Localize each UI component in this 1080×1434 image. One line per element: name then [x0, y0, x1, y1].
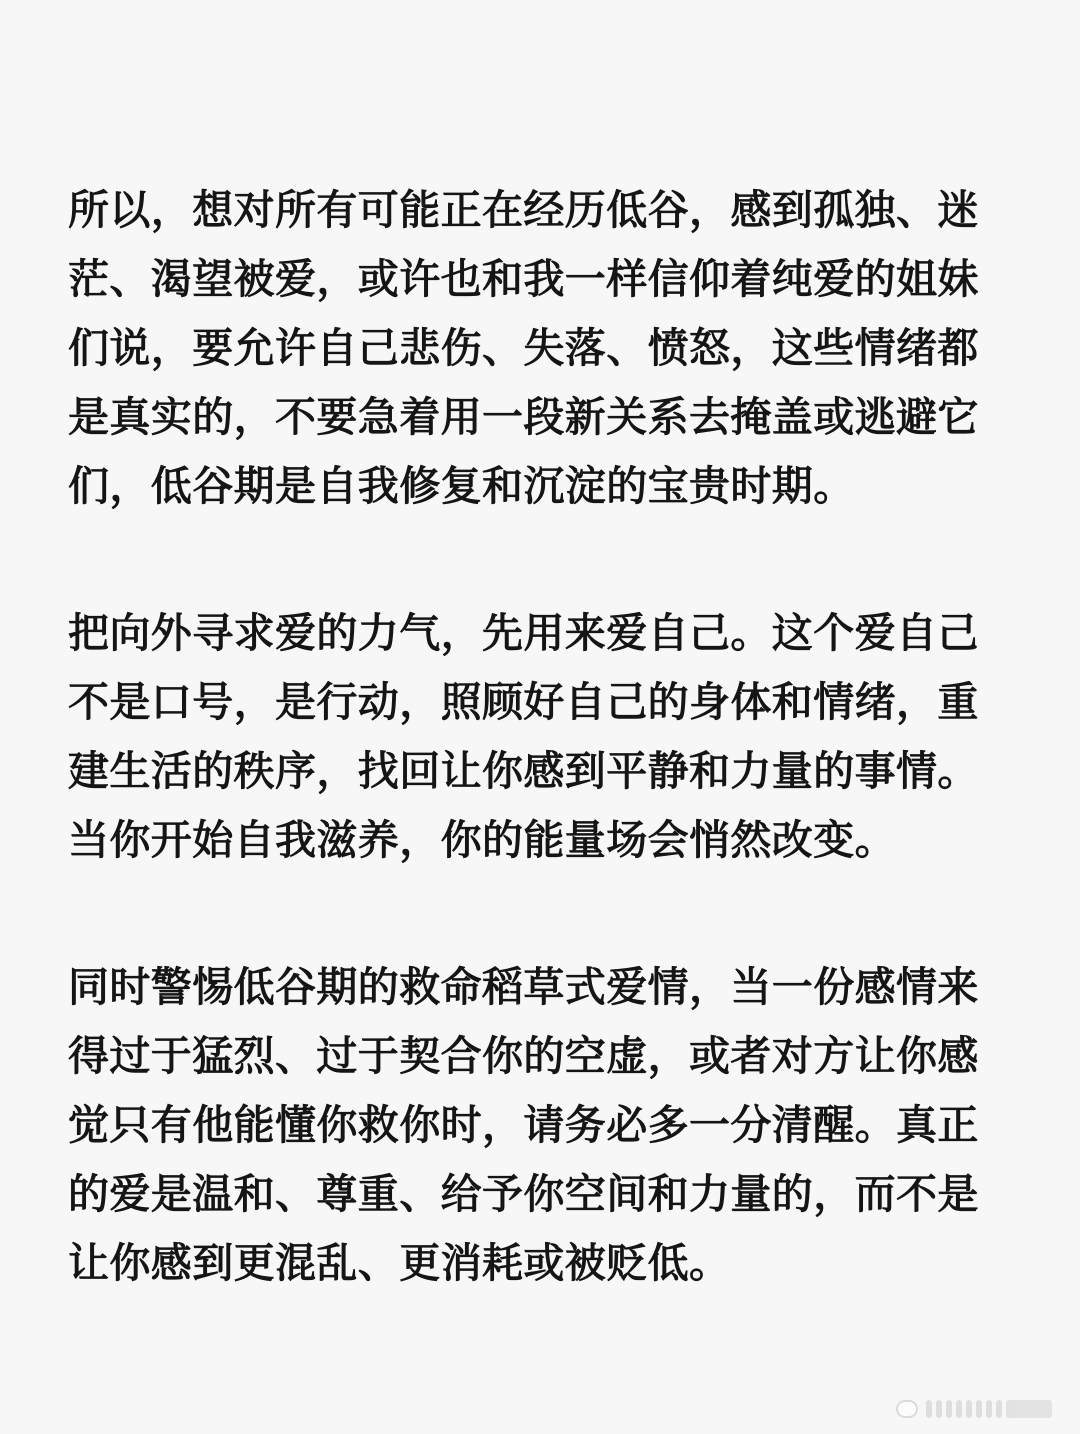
paragraph-2-line-2: 不是口号，是行动，照顾好自己的身体和情绪，重 — [68, 678, 979, 726]
paragraph-2-line-3: 建生活的秩序，找回让你感到平静和力量的事情。 — [68, 747, 979, 795]
watermark-bar — [986, 1400, 992, 1418]
watermark-tail — [1006, 1400, 1052, 1418]
watermark-bar — [926, 1400, 932, 1418]
paragraph-3-line-5: 让你感到更混乱、更消耗或被贬低。 — [68, 1239, 731, 1287]
paragraph-3-line-4: 的爱是温和、尊重、给予你空间和力量的，而不是 — [68, 1170, 979, 1218]
watermark-bar — [976, 1400, 982, 1418]
watermark-bar — [956, 1400, 962, 1418]
watermark-bar — [996, 1400, 1002, 1418]
watermark-bars — [926, 1400, 1002, 1418]
paragraph-1-line-3: 们说，要允许自己悲伤、失落、愤怒，这些情绪都 — [68, 324, 979, 372]
paragraph-3-line-1: 同时警惕低谷期的救命稻草式爱情，当一份感情来 — [68, 963, 979, 1011]
paragraph-2-line-1: 把向外寻求爱的力气，先用来爱自己。这个爱自己 — [68, 609, 979, 657]
paragraph-3-line-3: 觉只有他能懂你救你时，请务必多一分清醒。真正 — [68, 1101, 979, 1149]
paragraph-3-line-2: 得过于猛烈、过于契合你的空虚，或者对方让你感 — [68, 1032, 979, 1080]
watermark — [896, 1398, 1058, 1420]
faint-watermark-icon — [896, 1400, 918, 1418]
paragraph-2-line-4: 当你开始自我滋养，你的能量场会悄然改变。 — [68, 816, 896, 864]
paragraph-1-line-1: 所以，想对所有可能正在经历低谷，感到孤独、迷 — [68, 186, 979, 234]
watermark-bar — [936, 1400, 942, 1418]
paragraph-1 — [68, 176, 1016, 521]
paragraph-3 — [68, 953, 1016, 1298]
article-body — [68, 176, 1016, 1298]
watermark-bar — [946, 1400, 952, 1418]
paragraph-1-line-4: 是真实的，不要急着用一段新关系去掩盖或逃避它 — [68, 393, 979, 441]
paragraph-1-line-2: 茫、渴望被爱，或许也和我一样信仰着纯爱的姐妹 — [68, 255, 979, 303]
watermark-bar — [966, 1400, 972, 1418]
paragraph-2 — [68, 599, 1016, 875]
paragraph-1-line-5: 们，低谷期是自我修复和沉淀的宝贵时期。 — [68, 462, 855, 510]
